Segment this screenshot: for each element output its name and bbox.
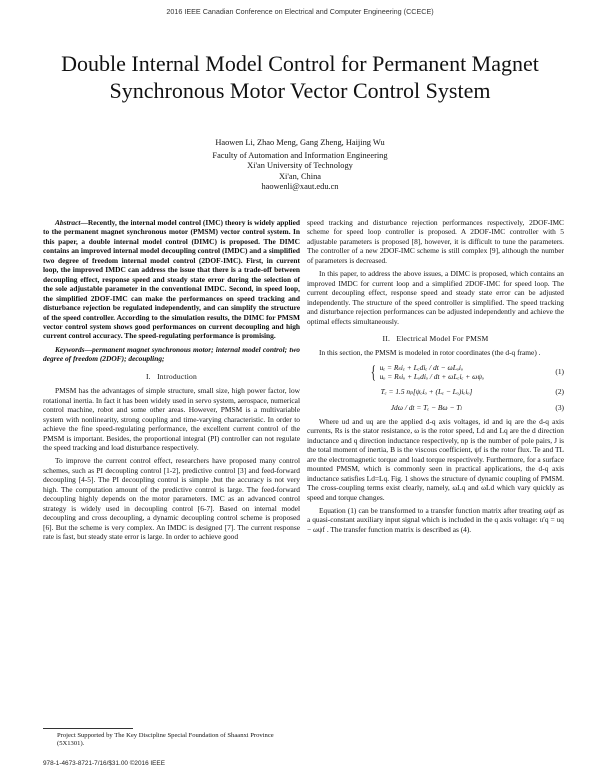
intro-paragraph-3: speed tracking and disturbance rejection performances respectively, 2DOF-IMC scheme for speed loop controller is proposed. A 2DOF-IMC controller with 5 adjustable parameters is proposed [8], however, it is difficult to tune the parameters. The controller of a new 2DOF-IMC scheme is still complex [9], although the number of parameters is decreased. bbox=[307, 218, 564, 265]
section-heading-model bbox=[307, 334, 564, 343]
author-email: haowenli@xaut.edu.cn bbox=[261, 182, 339, 192]
equation-1 bbox=[307, 362, 564, 382]
left-column bbox=[43, 218, 300, 546]
intro-paragraph-1: PMSM has the advantages of simple structure, small size, high power factor, low rotational inertia. In fact it has been widely used in servo system, aerospace, numerical control machine, robot and some other areas. However, PMSM is a multivariable system with nonlinearity, strong coupling and time-varying characteristic. In order to achieve the fine speed-regulating performance, the excellent current control of the PMSM is important. Besides, the proportional integral (PI) controller can not regulate the speed tracking and load disturbance respectively. bbox=[43, 386, 300, 452]
equation-1-system bbox=[369, 363, 484, 381]
brace-glyph: { bbox=[370, 361, 376, 382]
section-title-intro: Introduction bbox=[157, 371, 198, 381]
equation-2-number: (2) bbox=[555, 386, 564, 396]
abstract-text: —Recently, the internal model control (IMC) theory is widely applied to the permanent magnet synchronous motor (PMSM) vector control system. In this paper, a double internal model control (DIMC) is proposed. The DIMC contains an improved internal model decoupling control (IMDC) and a simplified two degree of freedom internal model control (2DOF-IMC). First, in current loop, the improved IMDC can address the issue that there is a trade-off between decoupling effect, response speed and steady state error during the selection of the sole adjustable parameter in the conventional IMDC. Second, in speed loop, the simplified 2DOF-IMC can make the performances on speed tracking and disturbance rejection be regulated independently, and can simplify the structure of the speed controller. According to the simulation results, the DIMC for PMSM vector control system shows good performances on current decoupling and high current control accuracy. The speed-regulating performance is promising. bbox=[43, 218, 300, 341]
section-number-intro: I. bbox=[145, 371, 151, 381]
keywords bbox=[43, 345, 300, 364]
abstract-lead: Abstract bbox=[55, 218, 81, 227]
intro-paragraph-4: In this paper, to address the above issues, a DIMC is proposed, which contains an improved IMDC for current loop and a simplified 2DOF-IMC for speed loop. The current decoupling effect, response speed and steady state error can be adjusted independently. The structure of the speed controller is simplified. The speed tracking and disturbance rejection performances can be adjusted independently and achieve the optimal effects simultaneously. bbox=[307, 269, 564, 326]
equation-3-number: (3) bbox=[555, 402, 564, 412]
model-paragraph-transfer: Equation (1) can be transformed to a transfer function matrix after treating ωψf as a quasi-constant auxiliary input signal which is included in the q axis voltage: u′q = uq − ωψf . The transfer function matrix is described as (4). bbox=[307, 505, 564, 534]
equation-1-body bbox=[307, 363, 546, 381]
author-names: Haowen Li, Zhao Meng, Gang Zheng, Haijing Wu bbox=[215, 138, 385, 147]
keywords-lead: Keywords bbox=[55, 344, 85, 354]
affiliation-faculty: Faculty of Automation and Information Engineering bbox=[212, 150, 388, 160]
section-title-model: Electrical Model For PMSM bbox=[396, 333, 489, 343]
model-intro: In this section, the PMSM is modeled in rotor coordinates (the d-q frame) . bbox=[319, 348, 541, 358]
footnote bbox=[43, 728, 300, 748]
section-number-model: II. bbox=[382, 333, 391, 343]
keywords-text: —permanent magnet synchronous motor; internal model control; two degree of freedom (2DOF); decoupling; bbox=[43, 344, 300, 364]
equation-1-line-2: uₒ = Rₛiₒ + Lₒdiₒ / dt + ωLₑiₑ + ωψₒ bbox=[379, 371, 485, 381]
abstract bbox=[43, 218, 300, 341]
conference-header: 2016 IEEE Canadian Conference on Electrical and Computer Engineering (CCECE) bbox=[166, 7, 434, 16]
equation-2 bbox=[307, 385, 564, 398]
model-paragraph-variables: Where ud and uq are the applied d-q axis voltages, id and iq are the d-q axis currents, Rs is the stator resistance, ω is the rotor speed, Ld and Lq are the d direction inductance and q direction inductance respectively, np is the number of pole pairs, J is the total moment of inertia, B is the viscous coefficient, ψf is the rotor flux. Te and TL are the electromagnetic torque and load torque respectively. Furthermore, for a surface mounted PMSM, which is commonly seen in practical applications, the d-q axis inductance satisfies Ld=Lq. Fig. 1 shows the structure of dynamic coupling of PMSM. The cross-coupling terms exist clearly, namely, ωLq and ωLd which vary quickly as speed and torque changes. bbox=[307, 416, 564, 502]
author-block bbox=[0, 138, 600, 193]
equation-3-body: Jdω / dt = Tₑ − Bω − Tₗ bbox=[390, 402, 463, 412]
isbn-line: 978-1-4673-8721-7/16/$31.00 ©2016 IEEE bbox=[43, 760, 165, 767]
right-column bbox=[307, 218, 564, 538]
intro-paragraph-2: To improve the current control effect, researchers have proposed many control schemes, such as PI decoupling control [1-2], predictive control [3] and feed-forward decoupling [4-5]. The PI decoupling control is simple ,but the accuracy is not very high. The computation amount of the predictive control is large. The feed-forward decoupling highly depends on the motor parameters. IMC as an advanced control strategy is widely used in decoupling control [6-7]. Based on internal model decoupling and cross decoupling, a dynamic decoupling control scheme is proposed [6]. But the scheme is very complex. An IMDC is designed [7]. The current response rate is fast, but steady state error is large. In order to achieve good bbox=[43, 456, 300, 542]
affiliation-university: Xi'an University of Technology bbox=[247, 161, 353, 171]
equation-3 bbox=[307, 401, 564, 414]
affiliation-location: Xi'an, China bbox=[279, 171, 321, 181]
section-heading-intro bbox=[43, 372, 300, 381]
footnote-text: Project Supported by The Key Discipline Special Foundation of Shaanxi Province (5X1301). bbox=[57, 732, 274, 747]
footnote-rule bbox=[43, 728, 133, 729]
equation-1-lines bbox=[380, 363, 484, 381]
equation-1-line-1: uₑ = Rₛiₑ + Lₑdiₑ / dt − ωLₒiₒ bbox=[379, 362, 464, 372]
equation-1-number: (1) bbox=[555, 367, 564, 377]
equation-2-body: Tₑ = 1.5 nₚ[ψₒiₒ + (Lₑ − Lₒ)iₑiₒ] bbox=[380, 386, 473, 396]
paper-title: Double Internal Model Control for Permanent Magnet Synchronous Motor Vector Control System bbox=[61, 51, 539, 103]
